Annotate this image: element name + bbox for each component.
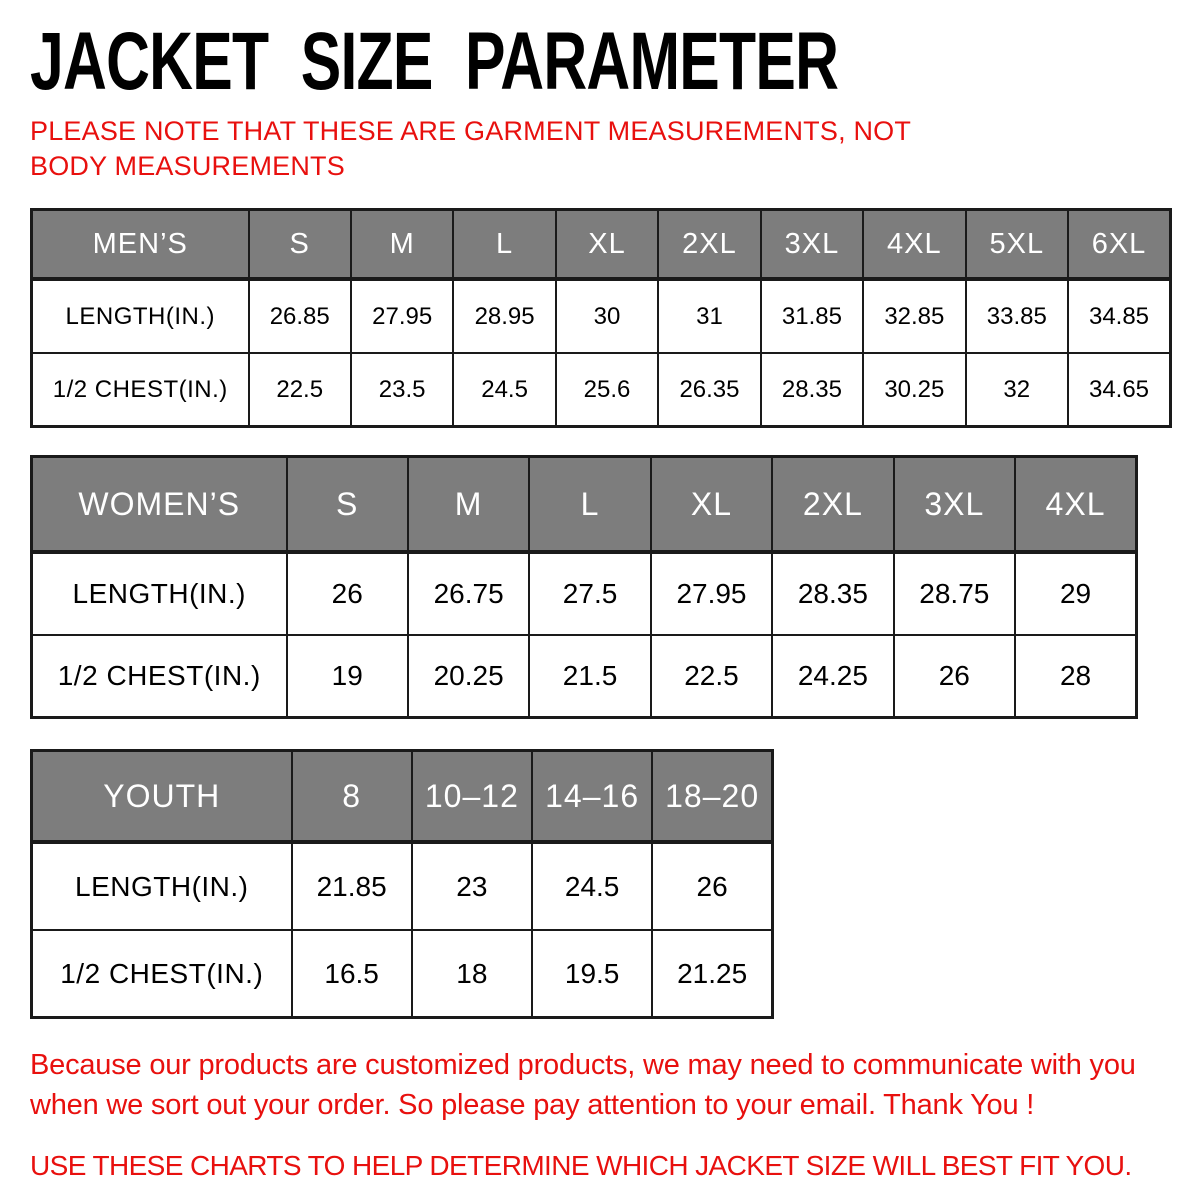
measurement-value-cell: 26.35 (658, 353, 760, 427)
measurement-value-cell: 19.5 (532, 930, 652, 1018)
size-header-cell: L (453, 210, 555, 280)
measurement-value-cell: 31 (658, 279, 760, 353)
measurement-value-cell: 32.85 (863, 279, 965, 353)
page-title: JACKET SIZE PARAMETER (30, 16, 839, 107)
size-header-cell: 2XL (772, 457, 893, 553)
row-label-cell: 1/2 CHEST(IN.) (32, 635, 287, 718)
measurement-value-cell: 32 (966, 353, 1068, 427)
garment-measurement-note: PLEASE NOTE THAT THESE ARE GARMENT MEASUREMENTS, NOT BODY MEASUREMENTS (30, 116, 911, 182)
measurement-value-cell: 20.25 (408, 635, 529, 718)
size-header-cell: 3XL (894, 457, 1015, 553)
youth-size-table (30, 749, 774, 1019)
measurement-value-cell: 26.85 (249, 279, 351, 353)
womens-size-table (30, 455, 1138, 719)
measurement-value-cell: 24.5 (453, 353, 555, 427)
row-label-cell: LENGTH(IN.) (32, 842, 292, 930)
measurement-value-cell: 26 (287, 552, 408, 635)
measurement-value-cell: 23 (412, 842, 532, 930)
measurement-row (32, 635, 1137, 718)
measurement-value-cell: 28.95 (453, 279, 555, 353)
measurement-value-cell: 33.85 (966, 279, 1068, 353)
measurement-value-cell: 16.5 (292, 930, 412, 1018)
size-header-cell: S (287, 457, 408, 553)
measurement-value-cell: 22.5 (249, 353, 351, 427)
measurement-value-cell: 30 (556, 279, 658, 353)
row-label-cell: 1/2 CHEST(IN.) (32, 353, 249, 427)
measurement-row (32, 842, 773, 930)
measurement-value-cell: 21.5 (529, 635, 650, 718)
measurement-value-cell: 24.25 (772, 635, 893, 718)
mens-size-table (30, 208, 1172, 428)
measurement-value-cell: 25.6 (556, 353, 658, 427)
measurement-value-cell: 28 (1015, 635, 1136, 718)
table-title-cell: MEN’S (32, 210, 249, 280)
measurement-value-cell: 27.95 (651, 552, 772, 635)
size-header-cell: 8 (292, 751, 412, 843)
size-header-cell: 14–16 (532, 751, 652, 843)
row-label-cell: 1/2 CHEST(IN.) (32, 930, 292, 1018)
measurement-value-cell: 19 (287, 635, 408, 718)
measurement-value-cell: 26 (894, 635, 1015, 718)
measurement-value-cell: 34.85 (1068, 279, 1171, 353)
row-label-cell: LENGTH(IN.) (32, 552, 287, 635)
measurement-row (32, 552, 1137, 635)
size-header-cell: M (408, 457, 529, 553)
size-header-cell: 10–12 (412, 751, 532, 843)
size-header-cell: 3XL (761, 210, 863, 280)
measurement-value-cell: 30.25 (863, 353, 965, 427)
measurement-value-cell: 34.65 (1068, 353, 1171, 427)
measurement-value-cell: 23.5 (351, 353, 453, 427)
measurement-row (32, 279, 1171, 353)
measurement-value-cell: 28.35 (761, 353, 863, 427)
measurement-value-cell: 27.95 (351, 279, 453, 353)
customized-products-note: Because our products are customized products, we may need to communicate with you when we sort out your order. So please pay attention to your email. Thank You ! (30, 1049, 1136, 1122)
size-header-cell: 6XL (1068, 210, 1171, 280)
measurement-value-cell: 26 (652, 842, 772, 930)
size-header-cell: 4XL (1015, 457, 1136, 553)
size-header-cell: L (529, 457, 650, 553)
table-title-cell: YOUTH (32, 751, 292, 843)
size-header-cell: 2XL (658, 210, 760, 280)
size-header-cell: M (351, 210, 453, 280)
header-row (32, 751, 773, 843)
measurement-value-cell: 28.35 (772, 552, 893, 635)
measurement-value-cell: 26.75 (408, 552, 529, 635)
measurement-value-cell: 31.85 (761, 279, 863, 353)
size-header-cell: S (249, 210, 351, 280)
size-header-cell: 4XL (863, 210, 965, 280)
size-header-cell: XL (556, 210, 658, 280)
measurement-value-cell: 29 (1015, 552, 1136, 635)
measurement-row (32, 930, 773, 1018)
measurement-row (32, 353, 1171, 427)
measurement-value-cell: 21.25 (652, 930, 772, 1018)
row-label-cell: LENGTH(IN.) (32, 279, 249, 353)
measurement-value-cell: 22.5 (651, 635, 772, 718)
header-row (32, 457, 1137, 553)
measurement-value-cell: 21.85 (292, 842, 412, 930)
size-header-cell: 18–20 (652, 751, 772, 843)
measurement-value-cell: 24.5 (532, 842, 652, 930)
size-header-cell: 5XL (966, 210, 1068, 280)
table-title-cell: WOMEN’S (32, 457, 287, 553)
measurement-value-cell: 28.75 (894, 552, 1015, 635)
measurement-value-cell: 18 (412, 930, 532, 1018)
size-header-cell: XL (651, 457, 772, 553)
header-row (32, 210, 1171, 280)
measurement-value-cell: 27.5 (529, 552, 650, 635)
chart-usage-note: USE THESE CHARTS TO HELP DETERMINE WHICH JACKET SIZE WILL BEST FIT YOU. (30, 1150, 1132, 1182)
